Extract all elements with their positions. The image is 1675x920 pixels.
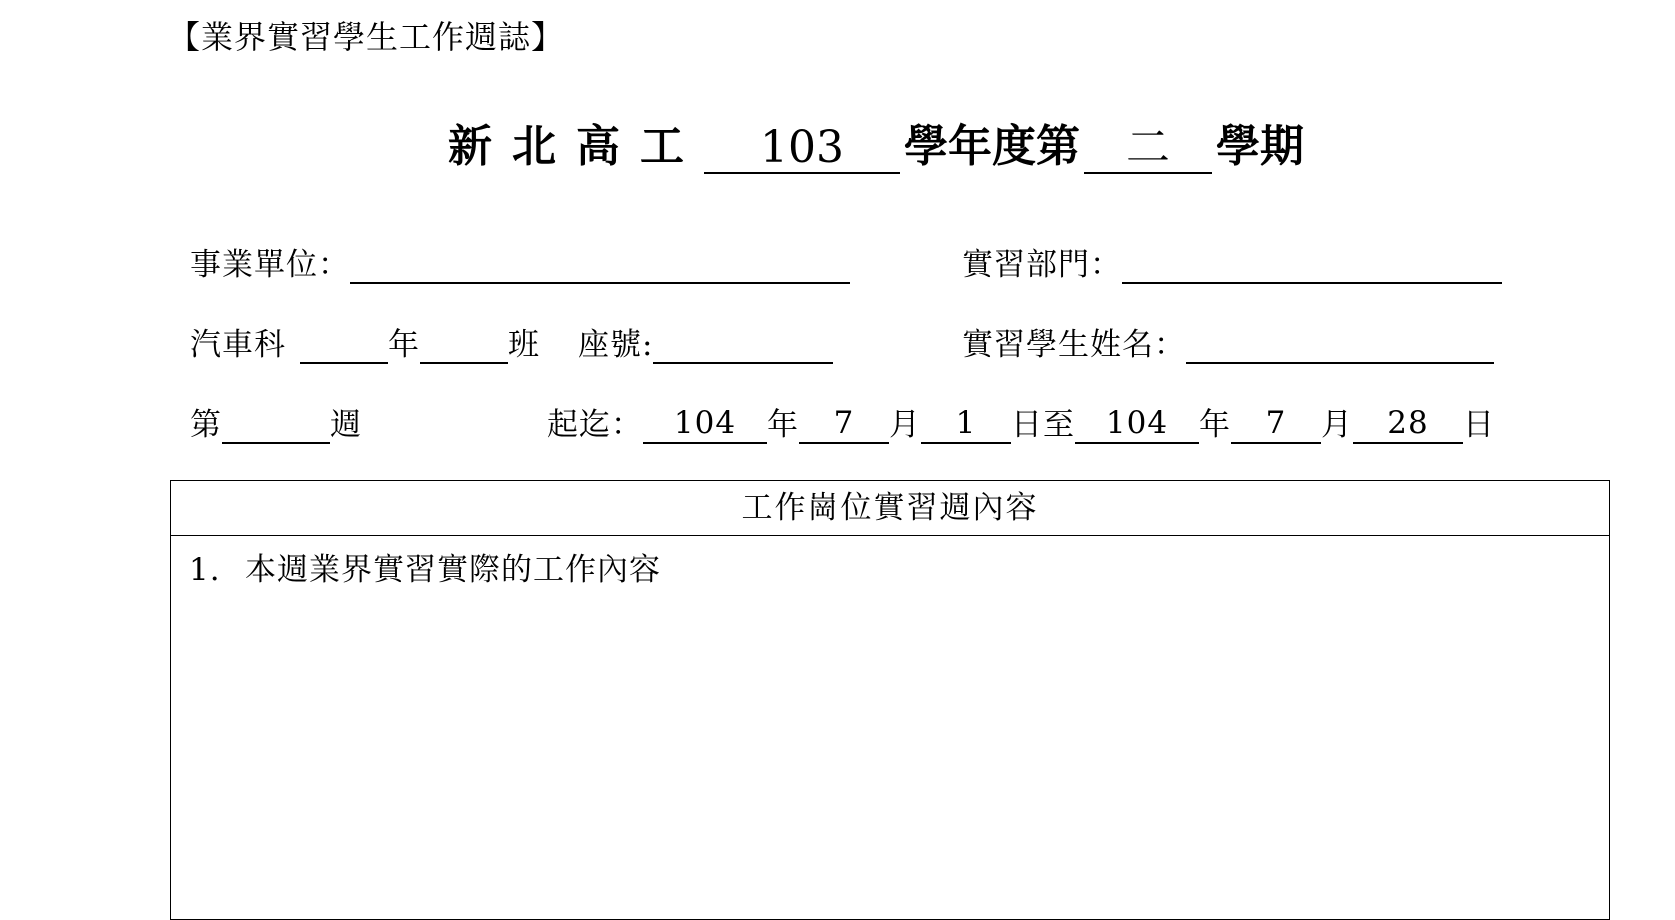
end-month-field[interactable]: 7 bbox=[1231, 404, 1321, 444]
student-name-label: 實習學生姓名： bbox=[962, 327, 1186, 363]
page-title bbox=[448, 118, 1304, 174]
work-content-item[interactable] bbox=[171, 536, 1609, 589]
day-to-label: 日至 bbox=[1011, 407, 1075, 443]
week-suffix: 週 bbox=[330, 407, 362, 443]
student-name-row bbox=[962, 320, 1494, 364]
academic-year-field[interactable]: 103 bbox=[704, 124, 900, 174]
department-field[interactable] bbox=[1122, 244, 1502, 284]
department-row bbox=[962, 240, 1502, 284]
semester-suffix: 學期 bbox=[1216, 121, 1304, 172]
class-field[interactable] bbox=[420, 324, 508, 364]
week-period-row bbox=[190, 400, 1495, 444]
school-name: 新北高工 bbox=[448, 121, 704, 172]
start-year-char: 年 bbox=[767, 407, 799, 443]
company-field[interactable] bbox=[350, 244, 850, 284]
department-label: 實習部門： bbox=[962, 247, 1122, 283]
item-label: 本週業界實習實際的工作內容 bbox=[245, 552, 661, 588]
end-month-char: 月 bbox=[1321, 407, 1353, 443]
start-year-field[interactable]: 104 bbox=[643, 404, 767, 444]
weekly-content-table bbox=[170, 480, 1610, 920]
grade-field[interactable] bbox=[300, 324, 388, 364]
start-month-char: 月 bbox=[889, 407, 921, 443]
item-number: 1. bbox=[189, 552, 221, 588]
week-prefix: 第 bbox=[190, 407, 222, 443]
start-month-field[interactable]: 7 bbox=[799, 404, 889, 444]
start-day-field[interactable]: 1 bbox=[921, 404, 1011, 444]
dept-name: 汽車科 bbox=[190, 327, 286, 363]
company-label: 事業單位： bbox=[190, 247, 350, 283]
class-label: 班 bbox=[508, 327, 540, 363]
period-label: 起迄： bbox=[547, 407, 643, 443]
week-field[interactable] bbox=[222, 404, 330, 444]
form-title: 【業界實習學生工作週誌】 bbox=[168, 18, 565, 56]
grade-label: 年 bbox=[388, 327, 420, 363]
end-day-char: 日 bbox=[1463, 407, 1495, 443]
seat-label: 座號: bbox=[578, 327, 654, 363]
class-row bbox=[190, 320, 833, 364]
seat-field[interactable] bbox=[653, 324, 833, 364]
student-name-field[interactable] bbox=[1186, 324, 1494, 364]
table-header: 工作崗位實習週內容 bbox=[171, 481, 1609, 536]
end-day-field[interactable]: 28 bbox=[1353, 404, 1463, 444]
academic-year-suffix: 學年度第 bbox=[904, 121, 1080, 172]
company-row bbox=[190, 240, 850, 284]
semester-field[interactable]: 二 bbox=[1084, 124, 1212, 174]
end-year-field[interactable]: 104 bbox=[1075, 404, 1199, 444]
end-year-char: 年 bbox=[1199, 407, 1231, 443]
